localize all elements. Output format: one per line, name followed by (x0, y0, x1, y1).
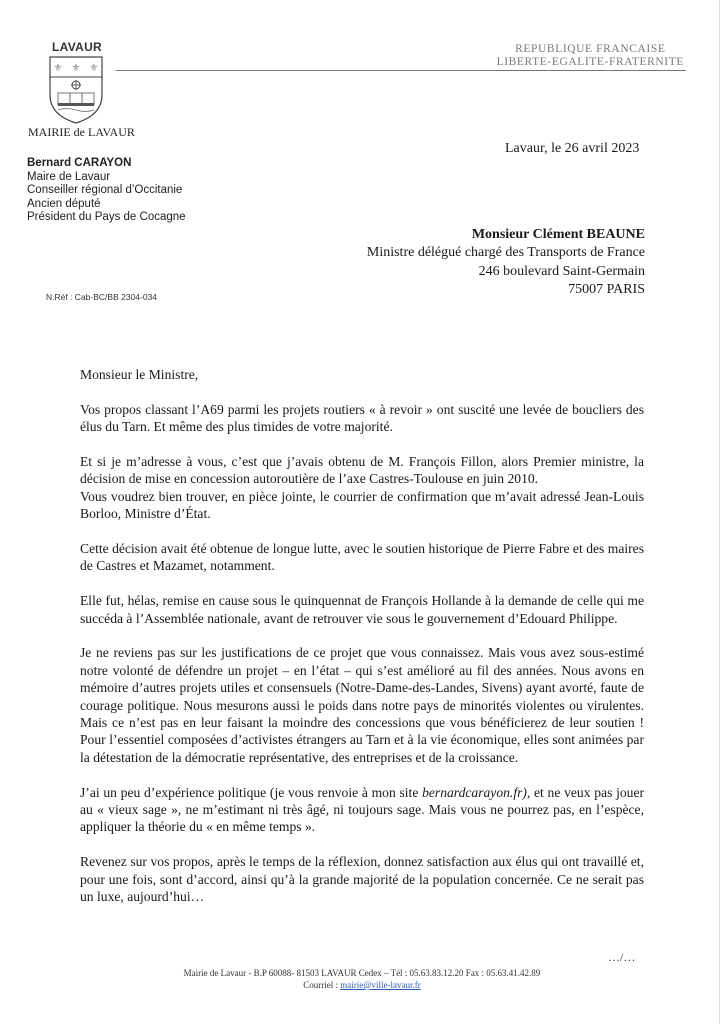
sender-title: Conseiller régional d’Occitanie (27, 184, 183, 197)
header-divider (116, 70, 686, 71)
body-paragraph (80, 784, 644, 836)
email-link[interactable]: mairie@ville-lavaur.fr (340, 980, 421, 990)
sender-title: Président du Pays de Cocagne (27, 211, 186, 224)
paragraph-text: et ne veux pas jouer au « vieux sage », ne m’estimant ni très âgé, ni toujours sage. Mais vous ne pourrez pas, en l’espèce, appliquer la théorie du « en même temps ». (80, 784, 644, 835)
coat-of-arms-icon (48, 55, 104, 125)
paragraph-text: J’ai un peu d’expérience politique (je vous renvoie à mon site (80, 784, 423, 800)
recipient-block (367, 226, 645, 299)
svg-text:⚜: ⚜ (53, 63, 63, 74)
recipient-address-street: 246 boulevard Saint-Germain (478, 263, 645, 279)
footer (0, 967, 724, 991)
svg-text:⚜: ⚜ (89, 63, 99, 74)
body-paragraph: Je ne reviens pas sur les justifications de ce projet que vous connaissez. Mais vous avez sous-estimé notre volonté de défendre un projet – en l’état – qui s’est amélioré au fil des années. Nous avons en mémoire d’autres projets utiles et consensuels (Notre-Dame-des-Landes, Sivens) ayant avorté, faute de courage politique. Nous mesurons aussi le poids dans notre pays de minorités violentes ou virulentes. Mais ce n’est pas en leur faisant la moindre des concessions que vous bénéficierez de leur soutien ! Pour l’essentiel composées d’activistes étrangers au Tarn et à la vie économique, elles sont animées par la détestation de la démocratie représentative, des entreprises et de la croissance. (80, 645, 644, 765)
body-paragraph: Elle fut, hélas, remise en cause sous le quinquennat de François Hollande à la demande de celle qui me succéda à l’Assemblée nationale, avant de retrouver vie sous le gouvernement d’Edouard Philippe. (80, 593, 644, 626)
sender-title: Maire de Lavaur (27, 170, 111, 183)
republique-line: REPUBLIQUE FRANCAISE (515, 43, 666, 55)
letter-date: Lavaur, le 26 avril 2023 (505, 141, 640, 156)
footer-address: Mairie de Lavaur - B.P 60088- 81503 LAVAUR Cedex – Tél : 05.63.83.12.20 Fax : 05.63.41.42.89 (183, 968, 541, 978)
recipient-address-city: 75007 PARIS (568, 281, 645, 297)
body-paragraph: Vos propos classant l’A69 parmi les projets routiers « à revoir » ont suscité une levée de boucliers des élus du Tarn. Et même des plus timides de votre majorité. (80, 401, 644, 435)
recipient-title: Ministre délégué chargé des Transports de France (366, 245, 645, 261)
email-label: Courriel : (303, 980, 341, 990)
website-reference: bernardcarayon.fr), (422, 784, 531, 800)
footer-email-line (0, 979, 724, 991)
mairie-label: MAIRIE de LAVAUR (28, 125, 135, 139)
page-edge-line (719, 0, 720, 1024)
reference-number: N.Réf : Cab-BC/BB 2304-034 (46, 292, 158, 302)
devise-line: LIBERTE-EGALITE-FRATERNITE (496, 56, 684, 68)
continuation-mark: …/… (608, 950, 636, 964)
body-paragraph: Cette décision avait été obtenue de longue lutte, avec le soutien historique de Pierre Fabre et des maires de Castres et Mazamet, notamment. (80, 541, 644, 574)
salutation: Monsieur le Ministre, (80, 367, 199, 382)
crest-title: LAVAUR (51, 40, 103, 54)
lavaur-crest-logo (44, 40, 108, 126)
closing-paragraph: Revenez sur vos propos, après le temps de la réflexion, donnez satisfaction aux élus qui ont travaillé et, pour une fois, sont d’accord, ainsi qu’à la grande majorité de la population concernée. Ce ne serait pas un luxe, aujourd’hui… (80, 854, 644, 905)
body-paragraph: Et si je m’adresse à vous, c’est que j’avais obtenu de M. François Fillon, alors Premier ministre, la décision de mise en concession autoroutière de l’axe Castres-Toulouse en juin 2010. (80, 454, 644, 487)
body-paragraph: Vous voudrez bien trouver, en pièce jointe, le courrier de confirmation que m’avait adressé Jean-Louis Borloo, Ministre d’État. (80, 488, 644, 522)
republique-francaise-header (497, 43, 684, 69)
sender-name: Bernard CARAYON (27, 157, 132, 169)
letter-body (80, 366, 644, 923)
sender-block (27, 157, 186, 225)
recipient-name: Monsieur Clément BEAUNE (471, 227, 645, 242)
svg-text:⚜: ⚜ (71, 63, 81, 74)
sender-title: Ancien député (27, 197, 101, 210)
